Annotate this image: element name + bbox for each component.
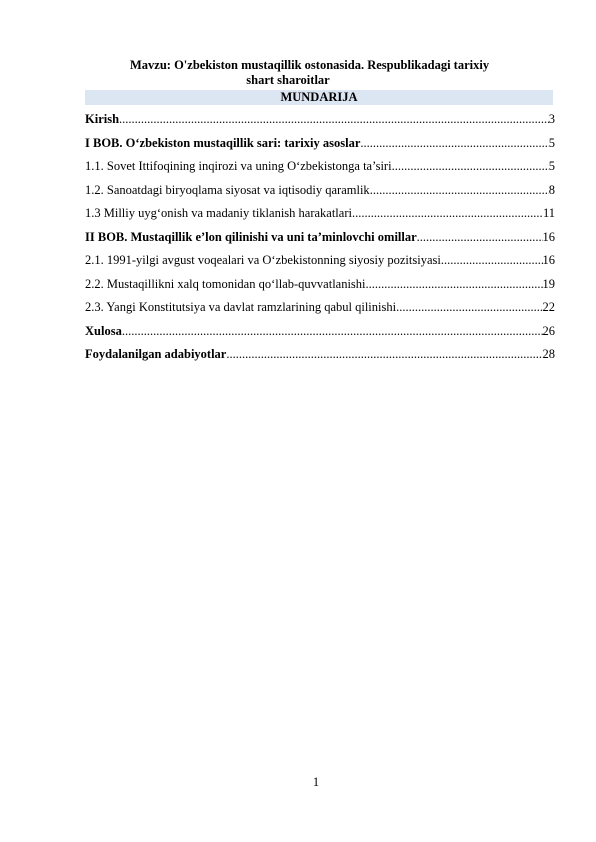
toc-entry-page: 16: [542, 253, 555, 267]
toc-entry: [85, 205, 555, 229]
toc-entry-page: 5: [548, 159, 555, 173]
toc-entry-page: 26: [542, 323, 555, 338]
document-title: [130, 58, 550, 88]
toc-entry-page: 28: [542, 347, 555, 361]
toc-entry-page: 22: [542, 300, 555, 314]
toc-entry: [85, 346, 555, 370]
toc-entry-page: 16: [542, 229, 555, 244]
toc-entry-label: 2.3. Yangi Konstitutsiya va davlat ramzlarining qabul qilinishi: [85, 300, 397, 314]
toc-entry: [85, 323, 555, 347]
title-line-2: shart sharoitlar: [246, 73, 330, 87]
toc-entry-page: 19: [542, 276, 555, 291]
title-line-1: Mavzu: O'zbekiston mustaqillik ostonasida. Respublikadagi tarixiy: [130, 58, 490, 72]
toc-leader-dots: [370, 182, 549, 198]
toc-entry-label: 2.1. 1991-yilgi avgust voqealari va O‘zbekistonning siyosiy pozitsiyasi: [85, 253, 441, 267]
toc-entry-page: 3: [548, 112, 555, 126]
toc-leader-dots: [366, 276, 543, 292]
toc-entry: [85, 276, 555, 300]
toc-entry-label: 1.1. Sovet Ittifoqining inqirozi va uning O‘zbekistonga ta’siri: [85, 159, 392, 173]
toc-entry-page: 11: [542, 206, 555, 220]
toc-leader-dots: [396, 299, 542, 315]
toc-entry-label: Foydalanilgan adabiyotlar: [85, 347, 227, 361]
toc-leader-dots: [441, 252, 543, 268]
toc-entry-label: Xulosa: [85, 323, 122, 338]
toc-entry-label: Kirish: [85, 112, 120, 126]
toc-leader-dots: [392, 158, 549, 174]
page-number: 1: [312, 775, 320, 789]
toc-leader-dots: [417, 229, 543, 245]
toc-entry: [85, 252, 555, 276]
toc-entry-label: 1.3 Milliy uyg‘onish va madaniy tiklanish harakatlari: [85, 206, 352, 220]
toc-entry: [85, 229, 555, 253]
toc-leader-dots: [122, 323, 543, 339]
toc-entry: [85, 182, 555, 206]
toc-entry: [85, 111, 555, 135]
toc-leader-dots: [119, 111, 549, 127]
toc-heading: MUNDARIJA: [85, 90, 553, 105]
toc-entry-page: 5: [548, 135, 555, 150]
toc-leader-dots: [360, 135, 548, 151]
toc-entry-label: 2.2. Mustaqillikni xalq tomonidan qo‘llab-quvvatlanishi: [85, 276, 366, 291]
toc-entry: [85, 158, 555, 182]
toc-entry-label: 1.2. Sanoatdagi biryoqlama siyosat va iqtisodiy qaramlik: [85, 182, 370, 197]
toc-entry-label: I BOB. O‘zbekiston mustaqillik sari: tarixiy asoslar: [85, 135, 361, 150]
toc-leader-dots: [352, 205, 543, 221]
toc-entry: [85, 135, 555, 159]
toc-entry: [85, 299, 555, 323]
toc-entry-label: II BOB. Mustaqillik e’lon qilinishi va uni ta’minlovchi omillar: [85, 229, 417, 244]
toc-entry-page: 8: [548, 182, 555, 197]
table-of-contents: [85, 111, 555, 370]
toc-leader-dots: [226, 346, 542, 362]
